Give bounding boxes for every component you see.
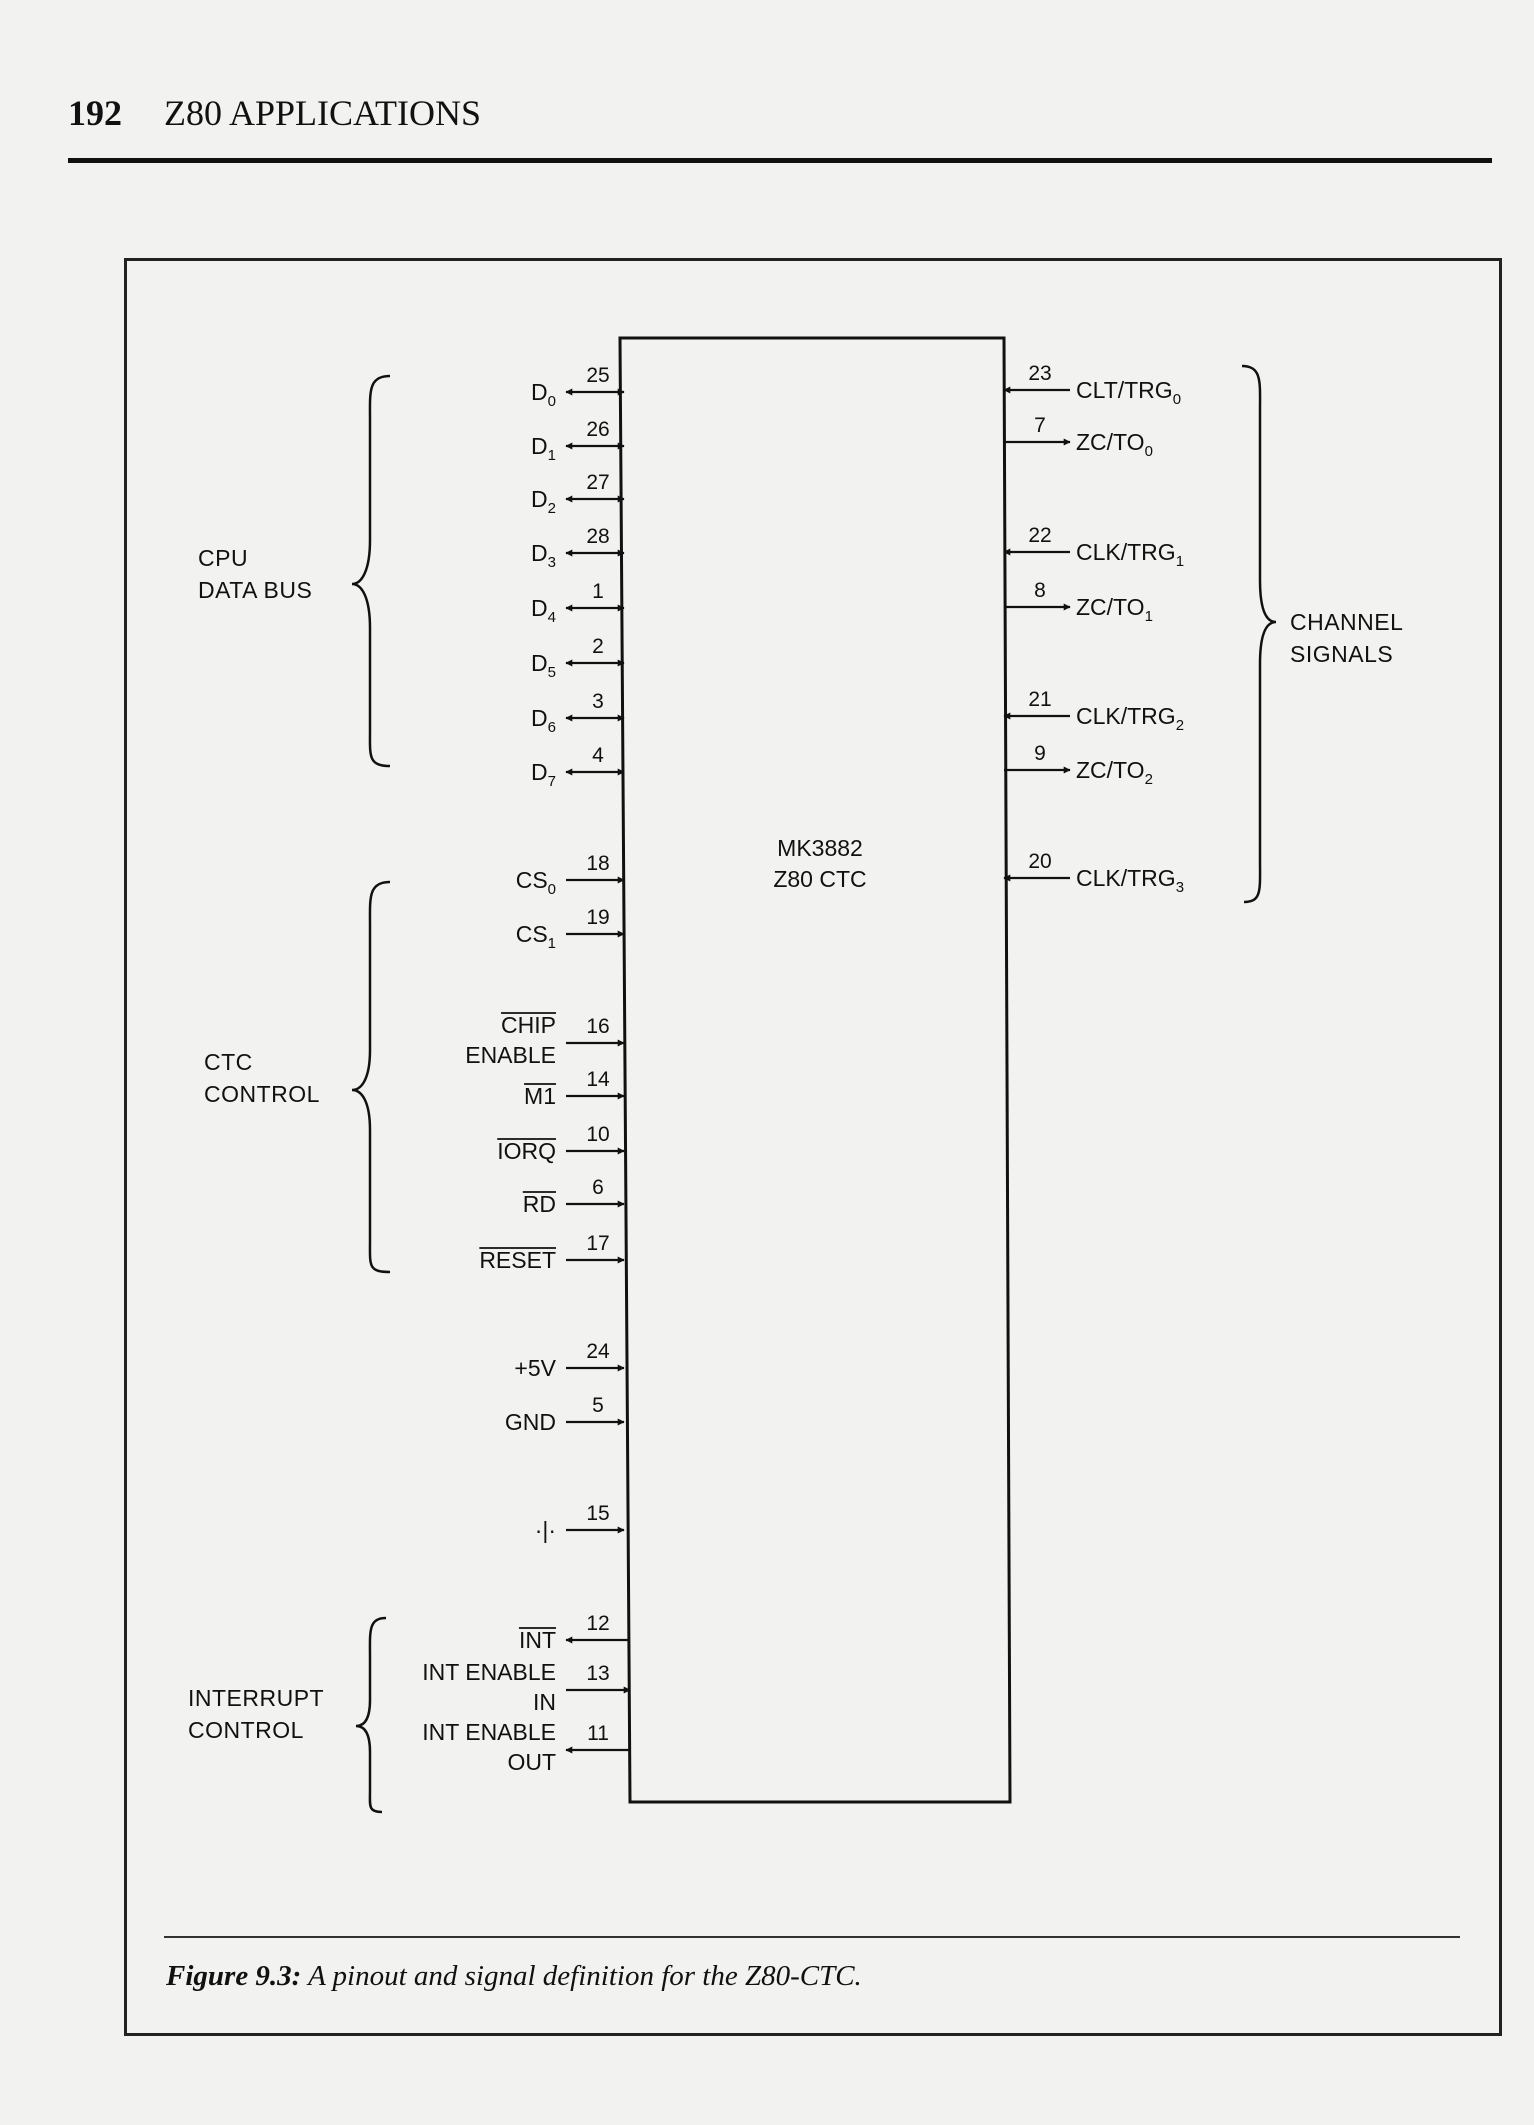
- right-pin-9: [1004, 742, 1153, 788]
- pin-subscript-clt-trg0: 0: [1172, 391, 1182, 408]
- pin-label-zc-to0: $ZC/TO_0$: [1076, 429, 1153, 460]
- left-pin-1: [531, 580, 624, 626]
- pin-subscript-d7: 7: [547, 773, 556, 790]
- pin-label-d1: $D_1$: [531, 433, 556, 464]
- pin-label-d4: $D_4$: [531, 595, 556, 626]
- pin-subscript-cs1: 1: [547, 935, 556, 952]
- pin-subscript-d4: 4: [547, 609, 556, 626]
- running-title: Z80 APPLICATIONS: [164, 93, 482, 133]
- left-pin-28: [531, 525, 624, 571]
- pin-number-24: 24: [586, 1340, 610, 1363]
- group-interrupt-control-line2: CONTROL: [188, 1717, 304, 1743]
- pin-label-int-enable: INT ENABLE: [422, 1659, 556, 1685]
- pin-number-9: 9: [1034, 742, 1046, 765]
- pin-label-clk-trg2: CLK/$TRG_2$: [1076, 703, 1185, 734]
- pin-label-d6: $D_6$: [531, 705, 556, 736]
- caption-rule: [164, 1936, 1460, 1938]
- pin-subscript-clk-trg2: 2: [1175, 717, 1185, 734]
- pin-number-17: 17: [586, 1232, 610, 1255]
- pin-subscript-zc-to2: 2: [1144, 771, 1153, 788]
- caption-text: A pinout and signal definition for the Z80-CTC.: [308, 1960, 862, 1992]
- right-pin-20: [1004, 850, 1184, 896]
- pin-number-22: 22: [1028, 524, 1052, 547]
- pin-label-d2: $D_2$: [531, 486, 556, 517]
- brace-interrupt-control: [356, 1618, 386, 1812]
- pin-label-d3: $D_3$: [531, 540, 556, 571]
- left-pin-14: [524, 1068, 624, 1109]
- pin-subscript-clk-trg1: 1: [1175, 553, 1185, 570]
- left-pin-6: [523, 1176, 624, 1217]
- pin-subscript-d1: 1: [547, 447, 556, 464]
- brace-ctc-control: [352, 882, 390, 1272]
- right-pin-22: [1004, 524, 1184, 570]
- pin-number-4: 4: [592, 744, 604, 767]
- left-pin-10: [497, 1123, 624, 1164]
- pin-number-18: 18: [586, 852, 610, 875]
- left-pin-3: [531, 690, 624, 736]
- pin-label-d5: $D_5$: [531, 650, 556, 681]
- pin-number-26: 26: [586, 418, 610, 441]
- figure-caption: [166, 1960, 862, 1993]
- group-cpu-data-bus-line2: DATA BUS: [198, 577, 313, 603]
- group-interrupt-control-line1: INTERRUPT: [188, 1685, 325, 1711]
- caption-prefix: Figure 9.3:: [166, 1960, 302, 1992]
- left-pin-2: [531, 635, 624, 681]
- pin-label-5v: +5V: [514, 1355, 556, 1381]
- pin-label-iorq: IORQ: [497, 1138, 556, 1164]
- left-pin-5: [505, 1394, 624, 1435]
- pin-label-m1: M1: [524, 1083, 556, 1109]
- right-pins: [1004, 362, 1184, 896]
- group-channel-signals-line2: SIGNALS: [1290, 641, 1394, 667]
- pin-number-23: 23: [1028, 362, 1052, 385]
- chip-body: [620, 338, 1010, 1802]
- group-channel-signals-line1: CHANNEL: [1290, 609, 1404, 635]
- page-number: 192: [68, 93, 122, 133]
- brace-cpu-data-bus: [352, 376, 390, 766]
- left-pin-27: [531, 471, 624, 517]
- pin-label-d0: $D_0$: [531, 379, 556, 410]
- left-pin-18: [516, 852, 624, 898]
- pin-subscript-cs0: 0: [547, 881, 556, 898]
- pin-label-zc-to2: $ZC/TO_2$: [1076, 757, 1153, 788]
- pin-label-pin: ·|·: [534, 1517, 556, 1543]
- left-pin-16: [465, 1012, 624, 1068]
- pin-label-cs0: $CS_0$: [515, 867, 556, 898]
- pin-number-5: 5: [592, 1394, 604, 1417]
- left-pin-24: [514, 1340, 624, 1381]
- pin-label-line2-16: ENABLE: [465, 1042, 556, 1068]
- pin-subscript-d6: 6: [547, 719, 556, 736]
- pin-number-11: 11: [587, 1722, 609, 1745]
- pin-subscript-zc-to0: 0: [1144, 443, 1153, 460]
- pin-number-20: 20: [1028, 850, 1052, 873]
- right-pin-7: [1004, 414, 1153, 460]
- pin-label-int-enable: INT ENABLE: [422, 1719, 556, 1745]
- pin-number-7: 7: [1034, 414, 1046, 437]
- chip-name: Z80 CTC: [773, 866, 867, 892]
- pin-label-clk-trg1: CLK/$TRG_1$: [1076, 539, 1185, 570]
- pin-label-int: INT: [518, 1627, 556, 1653]
- brace-channel-signals: [1242, 366, 1276, 902]
- pin-number-21: 21: [1028, 688, 1052, 711]
- pin-label-gnd: GND: [504, 1409, 556, 1435]
- left-pin-4: [531, 744, 624, 790]
- pin-number-13: 13: [586, 1662, 610, 1685]
- pin-number-25: 25: [586, 364, 610, 387]
- pin-subscript-clk-trg3: 3: [1175, 879, 1185, 896]
- pin-subscript-d3: 3: [547, 554, 556, 571]
- left-pin-13: [422, 1659, 630, 1715]
- left-pins: [422, 364, 630, 1775]
- right-pin-23: [1004, 362, 1181, 408]
- pin-number-10: 10: [586, 1123, 610, 1146]
- pin-number-2: 2: [592, 635, 604, 658]
- pin-number-28: 28: [586, 525, 610, 548]
- left-pin-15: [535, 1502, 624, 1543]
- pin-label-clk-trg3: CLK/$TRG_3$: [1076, 865, 1185, 896]
- pin-label-reset: RESET: [479, 1247, 556, 1273]
- chip-part-number: MK3882: [777, 835, 863, 861]
- pin-number-19: 19: [586, 906, 610, 929]
- pin-label-chip: CHIP: [501, 1012, 556, 1038]
- pin-label-zc-to1: $ZC/TO_1$: [1076, 594, 1153, 625]
- left-pin-19: [516, 906, 624, 952]
- pin-label-line2-13: IN: [533, 1689, 556, 1715]
- left-pin-26: [531, 418, 624, 464]
- pin-subscript-d2: 2: [547, 500, 556, 517]
- pin-subscript-d5: 5: [547, 664, 556, 681]
- pin-number-3: 3: [592, 690, 604, 713]
- pin-number-15: 15: [586, 1502, 610, 1525]
- pin-number-12: 12: [586, 1612, 610, 1635]
- pin-label-rd: RD: [522, 1191, 556, 1217]
- pin-number-6: 6: [592, 1176, 604, 1199]
- pin-number-8: 8: [1034, 579, 1046, 602]
- pin-label-clt-trg0: CLT/$TRG_0$: [1076, 377, 1182, 408]
- left-pin-25: [531, 364, 624, 410]
- group-cpu-data-bus-line1: CPU: [198, 545, 249, 571]
- right-pin-21: [1004, 688, 1184, 734]
- pin-label-d7: $D_7$: [531, 759, 556, 790]
- left-pin-12: [519, 1612, 630, 1653]
- pin-number-16: 16: [586, 1015, 610, 1038]
- pin-subscript-d0: 0: [547, 393, 556, 410]
- group-ctc-control-line2: CONTROL: [204, 1081, 320, 1107]
- right-pin-8: [1004, 579, 1153, 625]
- left-pin-11: [422, 1719, 630, 1775]
- pin-number-1: 1: [592, 580, 604, 603]
- pin-number-27: 27: [586, 471, 610, 494]
- pin-label-line2-11: OUT: [507, 1749, 556, 1775]
- pin-number-14: 14: [586, 1068, 610, 1091]
- group-ctc-control-line1: CTC: [204, 1049, 253, 1075]
- pin-subscript-zc-to1: 1: [1144, 608, 1153, 625]
- left-pin-17: [479, 1232, 624, 1273]
- pin-label-cs1: $CS_1$: [515, 921, 556, 952]
